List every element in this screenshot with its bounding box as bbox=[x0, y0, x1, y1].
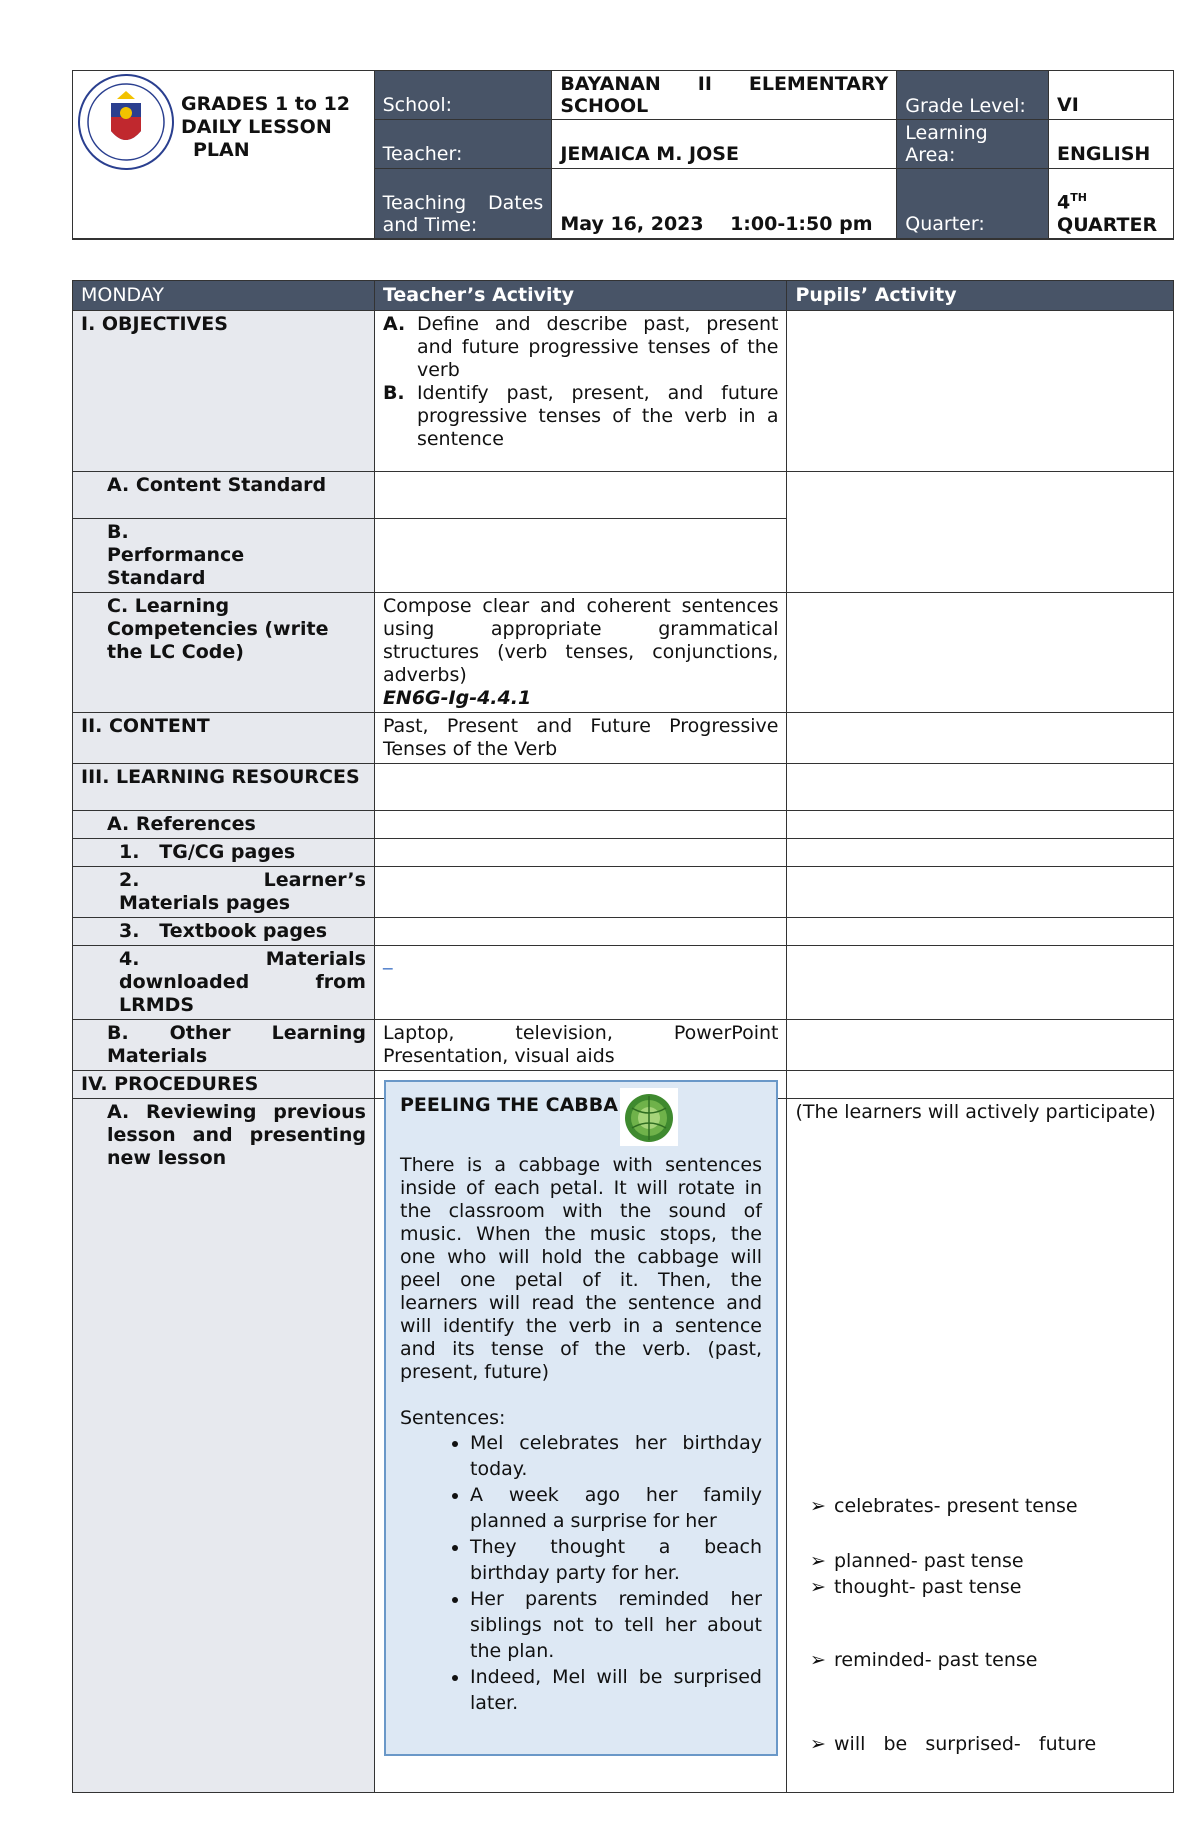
sentence-item: • They thought a beach birthday party for her. bbox=[470, 1534, 762, 1586]
lc-code: EN6G-Ig-4.4.1 bbox=[382, 687, 532, 709]
school-label: School: bbox=[374, 71, 552, 120]
resources-value bbox=[374, 764, 787, 811]
dates-label: Teaching Dates and Time: bbox=[374, 169, 552, 239]
other-materials-label: B. Other Learning Materials bbox=[73, 1020, 375, 1071]
teacher-value: JEMAICA M. JOSE bbox=[552, 120, 897, 169]
col-header-day: MONDAY bbox=[73, 281, 375, 311]
objective-b bbox=[383, 382, 779, 451]
learning-competencies-text: C. Learning Competencies (write the LC Code) bbox=[107, 595, 329, 663]
objective-a-letter: A. bbox=[382, 313, 406, 335]
textbook-pages-pupils bbox=[787, 918, 1174, 946]
col-header-teacher: Teacher’s Activity bbox=[374, 281, 787, 311]
answer-text: will be surprised- future bbox=[834, 1733, 1097, 1755]
quarter-number: 4 bbox=[1057, 191, 1071, 214]
area-value: ENGLISH bbox=[1049, 120, 1174, 169]
answer-text: celebrates- present tense bbox=[834, 1495, 1078, 1517]
lm-pages-value bbox=[374, 867, 787, 918]
answer-item bbox=[810, 1648, 1038, 1672]
objective-a-text: Define and describe past, present and future progressive tenses of the verb bbox=[416, 313, 779, 381]
activity-box bbox=[384, 1080, 778, 1756]
references-pupils bbox=[787, 811, 1174, 839]
arrow-icon: ➢ bbox=[810, 1649, 826, 1671]
review-pupils-note: (The learners will actively participate) bbox=[787, 1099, 1174, 1793]
teacher-label: Teacher: bbox=[374, 120, 552, 169]
tg-pages-pupils bbox=[787, 839, 1174, 867]
answer-item bbox=[810, 1732, 1097, 1756]
objectives-label: I. OBJECTIVES bbox=[73, 311, 375, 472]
tg-pages-value bbox=[374, 839, 787, 867]
col-header-pupils: Pupils’ Activity bbox=[787, 281, 1174, 311]
objective-b-letter: B. bbox=[382, 382, 405, 404]
content-label: II. CONTENT bbox=[73, 713, 375, 764]
answer-text: planned- past tense bbox=[834, 1550, 1024, 1572]
performance-standard-label bbox=[73, 519, 375, 593]
school-value: BAYANAN II ELEMENTARY SCHOOL bbox=[552, 71, 897, 120]
quarter-word: QUARTER bbox=[1057, 213, 1158, 236]
lc-pupils bbox=[787, 593, 1174, 713]
quarter-value bbox=[1049, 169, 1174, 239]
sentence-item: • Mel celebrates her birthday today. bbox=[470, 1430, 762, 1482]
content-standard-label: A. Content Standard bbox=[73, 472, 375, 519]
answer-text: thought- past tense bbox=[834, 1576, 1022, 1598]
answer-item bbox=[810, 1494, 1078, 1518]
plan-title-line1: GRADES 1 to 12 bbox=[181, 93, 351, 115]
performance-standard-value bbox=[374, 519, 787, 593]
arrow-icon: ➢ bbox=[810, 1550, 826, 1572]
objectives-pupils bbox=[787, 311, 1174, 472]
objective-b-text: Identify past, present, and future progressive tenses of the verb in a sentence bbox=[416, 382, 779, 450]
other-materials-value: Laptop, television, PowerPoint Presentation, visual aids bbox=[374, 1020, 787, 1071]
dates-value: May 16, 2023 1:00-1:50 pm bbox=[552, 169, 897, 239]
grade-value: VI bbox=[1049, 71, 1174, 120]
quarter-label: Quarter: bbox=[897, 169, 1049, 239]
lm-pages-label: 2. Learner’s Materials pages bbox=[73, 867, 375, 918]
grade-label: Grade Level: bbox=[897, 71, 1049, 120]
references-value bbox=[374, 811, 787, 839]
sentences-label: Sentences: bbox=[400, 1407, 506, 1429]
procedures-label: IV. PROCEDURES bbox=[73, 1071, 375, 1099]
performance-standard-text: B. Performance Standard bbox=[107, 521, 245, 589]
resources-pupils bbox=[787, 764, 1174, 811]
objectives-cell bbox=[374, 311, 787, 472]
quarter-suffix: TH bbox=[1070, 191, 1087, 205]
arrow-icon: ➢ bbox=[810, 1495, 826, 1517]
lrmds-pupils bbox=[787, 946, 1174, 1020]
content-standard-value bbox=[374, 472, 787, 519]
procedures-pupils bbox=[787, 1071, 1174, 1099]
lrmds-label: 4. Materials downloaded from LRMDS bbox=[73, 946, 375, 1020]
standards-pupils bbox=[787, 472, 1174, 593]
sentence-item: • A week ago her family planned a surprise for her bbox=[470, 1482, 762, 1534]
lc-description: Compose clear and coherent sentences using appropriate grammatical structures (verb tenses, conjunctions, adverbs) bbox=[382, 595, 779, 686]
activity-title: PEELING THE CABBA bbox=[400, 1094, 618, 1116]
plan-title-line3: PLAN bbox=[193, 139, 250, 161]
area-label: Learning Area: bbox=[897, 120, 1049, 169]
textbook-pages-value bbox=[374, 918, 787, 946]
answer-text: reminded- past tense bbox=[834, 1649, 1038, 1671]
sentence-list bbox=[400, 1430, 762, 1716]
activity-description: There is a cabbage with sentences inside of each petal. It will rotate in the classroom with the sound of music. When the music stops, the one who will hold the cabbage will peel one petal of it. Then, the learners will read the sentence and will identify the verb in a sentence and its tense of the verb. (past, present, future) bbox=[400, 1154, 762, 1383]
sentence-item: • Her parents reminded her siblings not to tell her about the plan. bbox=[470, 1586, 762, 1664]
lrmds-value[interactable]: _ bbox=[374, 946, 787, 1020]
arrow-icon: ➢ bbox=[810, 1576, 826, 1598]
review-lesson-label: A. Reviewing previous lesson and presenting new lesson bbox=[73, 1099, 375, 1793]
references-label: A. References bbox=[73, 811, 375, 839]
plan-title-line2: DAILY LESSON bbox=[181, 116, 332, 138]
arrow-icon: ➢ bbox=[810, 1733, 826, 1755]
sentence-item: • Indeed, Mel will be surprised later. bbox=[470, 1664, 762, 1716]
header-logo-cell bbox=[73, 71, 375, 239]
content-value: Past, Present and Future Progressive Tenses of the Verb bbox=[374, 713, 787, 764]
other-materials-pupils bbox=[787, 1020, 1174, 1071]
textbook-pages-label: 3. Textbook pages bbox=[73, 918, 375, 946]
content-pupils bbox=[787, 713, 1174, 764]
resources-label: III. LEARNING RESOURCES bbox=[73, 764, 375, 811]
objective-a bbox=[383, 313, 779, 382]
deped-seal-icon bbox=[77, 73, 175, 171]
learning-competencies-value bbox=[374, 593, 787, 713]
answer-item bbox=[810, 1575, 1022, 1599]
cabbage-icon bbox=[620, 1088, 678, 1146]
answer-item bbox=[810, 1549, 1024, 1573]
learning-competencies-label bbox=[73, 593, 375, 713]
tg-pages-label: 1. TG/CG pages bbox=[73, 839, 375, 867]
lm-pages-pupils bbox=[787, 867, 1174, 918]
header-table bbox=[72, 70, 1174, 240]
